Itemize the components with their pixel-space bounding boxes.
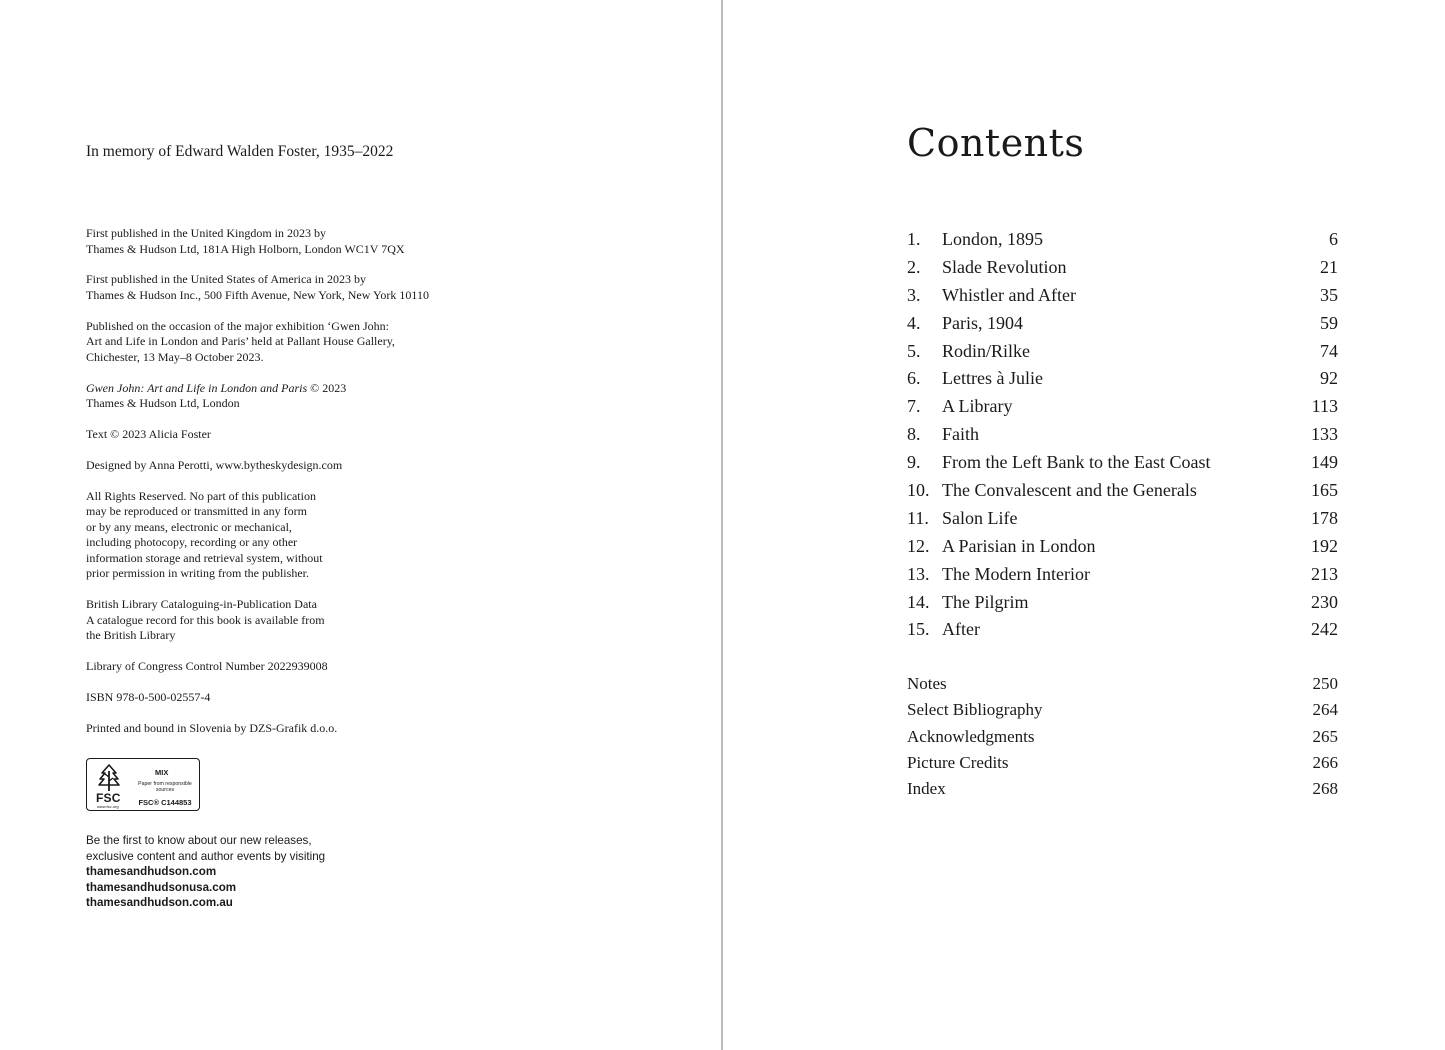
toc-chapter-row[interactable]	[907, 338, 1338, 366]
promo-line: Be the first to know about our new releases,	[86, 834, 312, 847]
text-copyright: Text © 2023 Alicia Foster	[86, 427, 211, 442]
chapter-title: Salon Life	[942, 507, 1018, 528]
back-matter-title: Select Bibliography	[907, 700, 1043, 720]
publisher-website-uk[interactable]: thamesandhudson.com	[86, 865, 217, 878]
title-copyright	[86, 381, 686, 412]
toc-chapter-row[interactable]	[907, 616, 1338, 644]
back-matter-title: Acknowledgments	[907, 726, 1035, 746]
chapter-number: 5.	[907, 340, 921, 361]
title-copyright-holder: © 2023 Thames & Hudson Ltd, London	[86, 380, 347, 411]
toc-chapter-row[interactable]	[907, 421, 1338, 449]
cip-data: British Library Cataloguing-in-Publication Data A catalogue record for this book is available from the British Library	[86, 597, 325, 643]
chapter-page-number: 21	[1320, 256, 1338, 277]
chapter-page-number: 6	[1329, 229, 1338, 249]
fsc-certification-label	[86, 758, 200, 811]
page-title: Contents	[907, 121, 1085, 165]
chapter-number: 11.	[907, 507, 929, 528]
toc-chapter-row[interactable]	[907, 226, 1338, 254]
chapter-number: 13.	[907, 563, 930, 584]
chapter-title: A Parisian in London	[942, 535, 1096, 556]
toc-chapter-row[interactable]	[907, 505, 1338, 533]
chapter-page-number: 149	[1311, 452, 1338, 473]
chapter-number: 14.	[907, 591, 930, 612]
page-gutter-divider	[721, 0, 723, 1050]
chapter-page-number: 213	[1311, 563, 1338, 584]
imprint-block	[86, 226, 686, 752]
chapter-title: Slade Revolution	[942, 256, 1067, 277]
toc-chapter-row[interactable]	[907, 449, 1338, 477]
back-matter-title: Index	[907, 779, 946, 799]
toc-chapter-row[interactable]	[907, 533, 1338, 561]
back-matter-page-number: 250	[1312, 674, 1338, 693]
toc-chapter-row[interactable]	[907, 477, 1338, 505]
chapter-number: 7.	[907, 396, 921, 417]
chapter-number: 12.	[907, 535, 930, 556]
toc-back-matter-row[interactable]	[907, 776, 1338, 802]
toc-chapter-row[interactable]	[907, 310, 1338, 338]
toc-chapter-row[interactable]	[907, 282, 1338, 310]
fsc-code: FSC® C144853	[138, 798, 192, 807]
chapter-page-number: 178	[1311, 507, 1338, 528]
chapter-title: The Modern Interior	[942, 563, 1090, 584]
chapter-number: 4.	[907, 312, 921, 333]
back-matter-list	[907, 671, 1338, 802]
chapter-list	[907, 226, 1338, 644]
chapter-number: 3.	[907, 284, 921, 305]
chapter-title: London, 1895	[942, 229, 1043, 249]
uk-publication-note: First published in the United Kingdom in 2023 by Thames & Hudson Ltd, 181A High Holborn, London WC1V 7QX	[86, 226, 405, 256]
back-matter-page-number: 266	[1312, 752, 1338, 772]
publisher-website-au[interactable]: thamesandhudson.com.au	[86, 896, 233, 909]
toc-chapter-row[interactable]	[907, 254, 1338, 282]
back-matter-page-number: 268	[1312, 779, 1338, 799]
chapter-title: Lettres à Julie	[942, 368, 1043, 389]
loc-control-number: Library of Congress Control Number 2022939008	[86, 659, 328, 674]
chapter-page-number: 92	[1320, 368, 1338, 389]
chapter-page-number: 59	[1320, 312, 1338, 333]
chapter-page-number: 35	[1320, 284, 1338, 305]
chapter-title: Faith	[942, 424, 980, 445]
chapter-page-number: 74	[1320, 340, 1338, 361]
publisher-promo	[86, 833, 686, 911]
fsc-mix-label: MIX	[155, 768, 169, 777]
chapter-page-number: 133	[1311, 424, 1338, 445]
chapter-number: 2.	[907, 256, 921, 277]
exhibition-note: Published on the occasion of the major exhibition ‘Gwen John: Art and Life in London and Paris’ held at Pallant House Gallery, Chichester, 13 May–8 October 2023.	[86, 318, 395, 364]
fsc-description: Paper from responsible sources	[138, 781, 192, 793]
toc-back-matter-row[interactable]	[907, 671, 1338, 697]
chapter-page-number: 113	[1311, 396, 1338, 417]
publisher-website-us[interactable]: thamesandhudsonusa.com	[86, 880, 237, 894]
toc-chapter-row[interactable]	[907, 365, 1338, 393]
toc-back-matter-row[interactable]	[907, 697, 1338, 723]
chapter-title: Paris, 1904	[942, 312, 1023, 333]
toc-back-matter-row[interactable]	[907, 724, 1338, 750]
chapter-title: After	[942, 619, 980, 640]
back-matter-page-number: 265	[1312, 726, 1338, 746]
toc-chapter-row[interactable]	[907, 589, 1338, 617]
rights-notice: All Rights Reserved. No part of this publication may be reproduced or transmitted in any form or by any means, electronic or mechanical, including photocopy, recording or any other information storage and retrieval system, without prior permission in writing from the publisher.	[86, 488, 323, 581]
isbn: ISBN 978-0-500-02557-4	[86, 690, 211, 705]
chapter-page-number: 165	[1311, 480, 1338, 501]
dedication: In memory of Edward Walden Foster, 1935–2022	[86, 143, 394, 160]
printer-note: Printed and bound in Slovenia by DZS-Grafik d.o.o.	[86, 720, 338, 735]
chapter-page-number: 242	[1311, 619, 1338, 640]
toc-chapter-row[interactable]	[907, 561, 1338, 589]
fsc-logo-url: www.fsc.org	[97, 804, 119, 809]
toc-back-matter-row[interactable]	[907, 750, 1338, 776]
us-publication-note: First published in the United States of America in 2023 by Thames & Hudson Inc., 500 Fifth Avenue, New York, New York 10110	[86, 272, 429, 302]
chapter-title: The Convalescent and the Generals	[942, 480, 1197, 501]
chapter-title: Rodin/Rilke	[942, 340, 1031, 361]
chapter-number: 15.	[907, 619, 930, 640]
back-matter-title: Notes	[907, 674, 947, 693]
chapter-title: From the Left Bank to the East Coast	[942, 452, 1211, 473]
promo-line: exclusive content and author events by visiting	[86, 849, 326, 863]
chapter-number: 1.	[907, 229, 921, 249]
chapter-title: A Library	[942, 396, 1013, 417]
fsc-logo-word: FSC	[96, 791, 121, 805]
chapter-title: Whistler and After	[942, 284, 1076, 305]
chapter-page-number: 230	[1311, 591, 1338, 612]
toc-chapter-row[interactable]	[907, 393, 1338, 421]
chapter-number: 6.	[907, 368, 921, 389]
chapter-number: 9.	[907, 452, 921, 473]
chapter-number: 8.	[907, 424, 921, 445]
back-matter-title: Picture Credits	[907, 752, 1009, 772]
book-title-italic: Gwen John: Art and Life in London and Paris	[86, 380, 308, 395]
back-matter-page-number: 264	[1312, 700, 1338, 720]
designer-credit: Designed by Anna Perotti, www.bytheskydesign.com	[86, 457, 343, 472]
chapter-page-number: 192	[1311, 535, 1338, 556]
chapter-title: The Pilgrim	[942, 591, 1029, 612]
chapter-number: 10.	[907, 480, 930, 501]
